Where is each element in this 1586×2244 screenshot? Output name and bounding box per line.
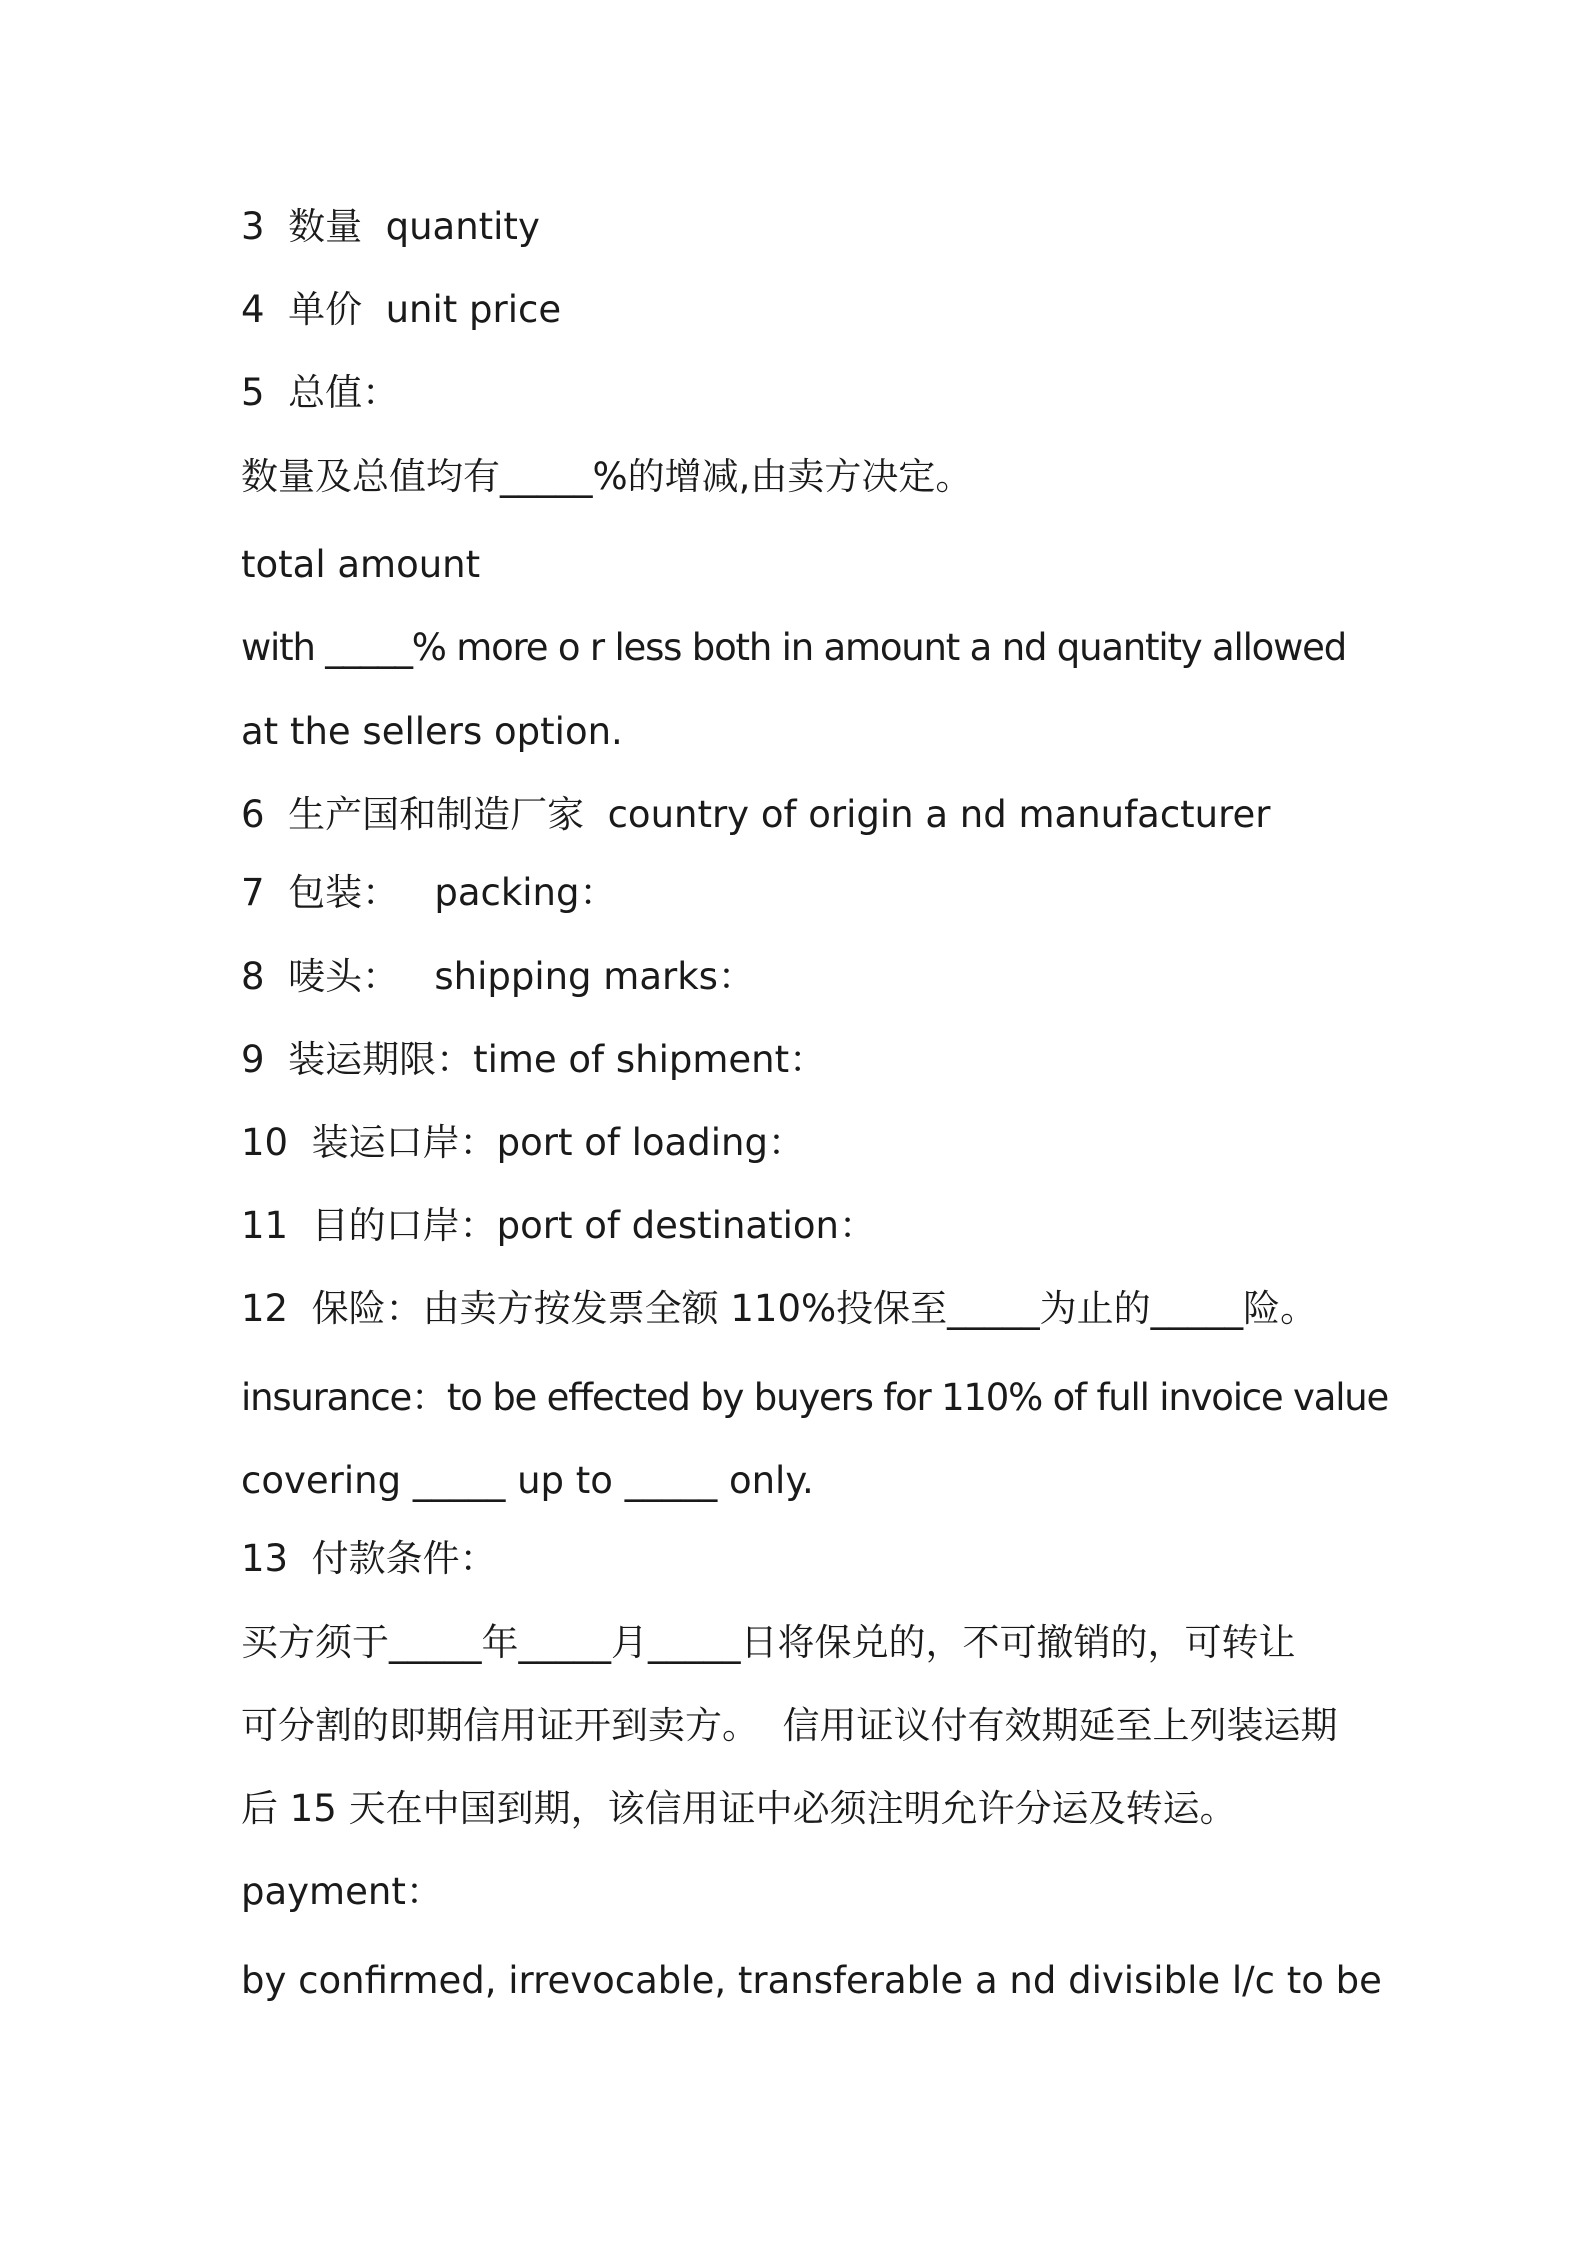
clause-5-total-value-heading: 5 总值：	[241, 371, 400, 414]
clause-12-insurance-text-cont: covering _____ up to _____ only.	[241, 1459, 814, 1502]
clause-5-total-amount-heading: total amount	[241, 543, 481, 586]
clause-13-payment-chinese-3: 后 15 天在中国到期，该信用证中必须注明允许分运及转运。	[241, 1787, 1237, 1830]
clause-11-port-of-destination: 11 目的口岸：port of destination：	[241, 1204, 876, 1247]
clause-12-insurance-chinese: 12 保险：由卖方按发票全额 110%投保至_____为止的_____险。	[241, 1287, 1318, 1330]
clause-13-payment-chinese-1: 买方须于_____年_____月_____日将保兑的，不可撤销的，可转让	[241, 1621, 1296, 1664]
clause-13-payment-chinese-2: 可分割的即期信用证开到卖方。 信用证议付有效期延至上列装运期	[241, 1704, 1338, 1747]
clause-12-insurance-text: insurance：to be effected by buyers for 110% of full invoice value	[241, 1376, 1389, 1419]
clause-13-payment-terms-heading: 13 付款条件：	[241, 1537, 497, 1580]
clause-4-unit-price: 4 单价 unit price	[241, 288, 562, 331]
clause-5-total-amount-text-cont: at the sellers option.	[241, 710, 623, 753]
clause-7-packing: 7 包装： packing：	[241, 871, 617, 914]
clause-9-time-of-shipment: 9 装运期限：time of shipment：	[241, 1038, 827, 1081]
clause-13-payment-heading: payment：	[241, 1870, 443, 1913]
clause-10-port-of-loading: 10 装运口岸：port of loading：	[241, 1121, 805, 1164]
clause-13-payment-text: by confirmed, irrevocable, transferable a nd divisible l/c to be	[241, 1959, 1382, 2002]
clause-5-total-amount-text: with _____% more o r less both in amount a nd quantity allowed	[241, 626, 1346, 669]
clause-5-total-value-chinese: 数量及总值均有_____%的增减,由卖方决定。	[241, 455, 973, 498]
clause-6-origin-manufacturer: 6 生产国和制造厂家 country of origin a nd manufacturer	[241, 793, 1271, 836]
clause-3-quantity: 3 数量 quantity	[241, 205, 540, 248]
clause-8-shipping-marks: 8 唛头： shipping marks：	[241, 955, 755, 998]
